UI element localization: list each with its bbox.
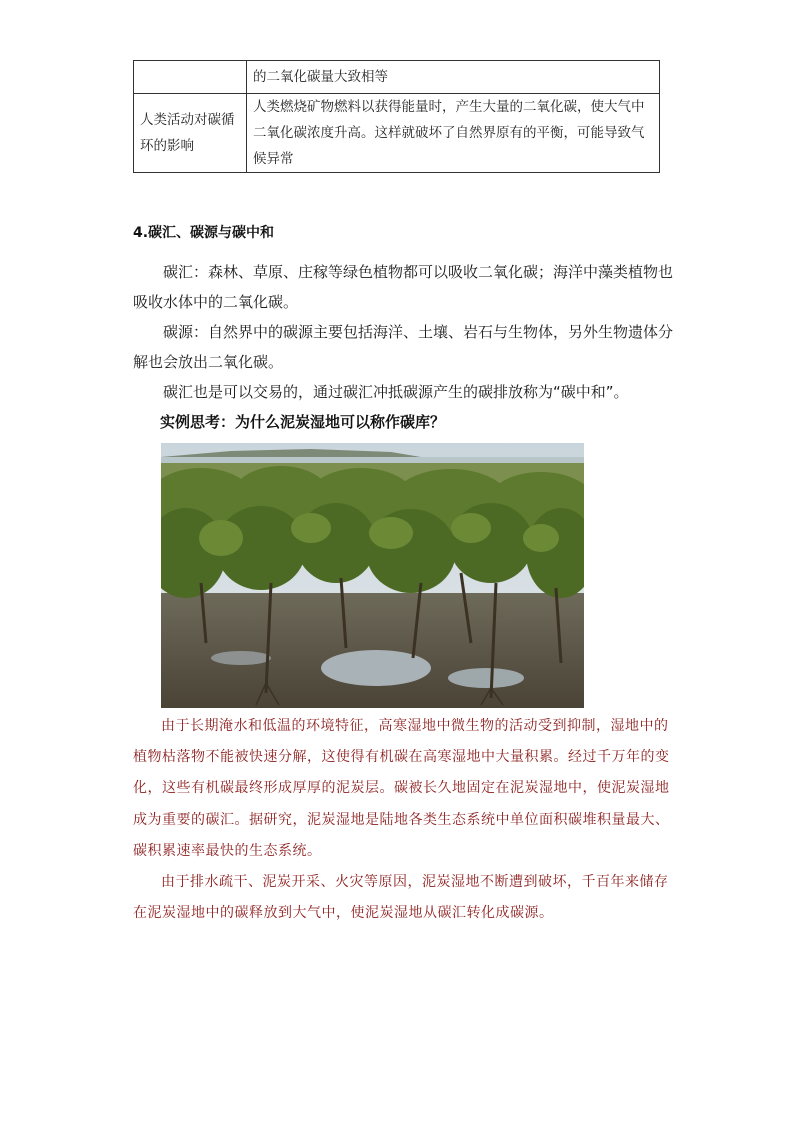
carbon-cycle-table: [133, 60, 660, 173]
table-cell-label: 人类活动对碳循环的影响: [134, 94, 247, 173]
table-row: [134, 61, 660, 94]
section-heading: 4.碳汇、碳源与碳中和: [133, 225, 275, 241]
example-question: 实例思考：为什么泥炭湿地可以称作碳库？: [160, 413, 446, 431]
answer-paragraph-2: 由于排水疏干、泥炭开采、火灾等原因，泥炭湿地不断遭到破坏，千百年来储存在泥炭湿地中的碳释放到大气中，使泥炭湿地从碳汇转化成碳源。: [133, 874, 669, 922]
table-cell-content: 人类燃烧矿物燃料以获得能量时，产生大量的二氧化碳，使大气中二氧化碳浓度升高。这样就破坏了自然界原有的平衡，可能导致气候异常: [247, 94, 660, 173]
answer-paragraph-1: 由于长期淹水和低温的环境特征，高寒湿地中微生物的活动受到抑制，湿地中的植物枯落物不能被快速分解，这使得有机碳在高寒湿地中大量积累。经过千万年的变化，这些有机碳最终形成厚厚的泥炭层。碳被长久地固定在泥炭湿地中，使泥炭湿地成为重要的碳汇。据研究，泥炭湿地是陆地各类生态系统中单位面积碳堆积量最大、碳积累速率最快的生态系统。: [133, 718, 670, 859]
carbon-sink-paragraph: 碳汇：森林、草原、庄稼等绿色植物都可以吸收二氧化碳；海洋中藻类植物也吸收水体中的二氧化碳。: [133, 263, 674, 311]
table-cell-content: 的二氧化碳量大致相等: [247, 61, 660, 94]
carbon-source-paragraph: 碳源：自然界中的碳源主要包括海洋、土壤、岩石与生物体，另外生物遗体分解也会放出二氧化碳。: [133, 323, 674, 371]
carbon-neutral-paragraph: 碳汇也是可以交易的，通过碳汇冲抵碳源产生的碳排放称为“碳中和”。: [163, 383, 629, 401]
mangrove-wetland-photo: [161, 443, 584, 708]
table-row: [134, 94, 660, 173]
table-cell-label: [134, 61, 247, 94]
